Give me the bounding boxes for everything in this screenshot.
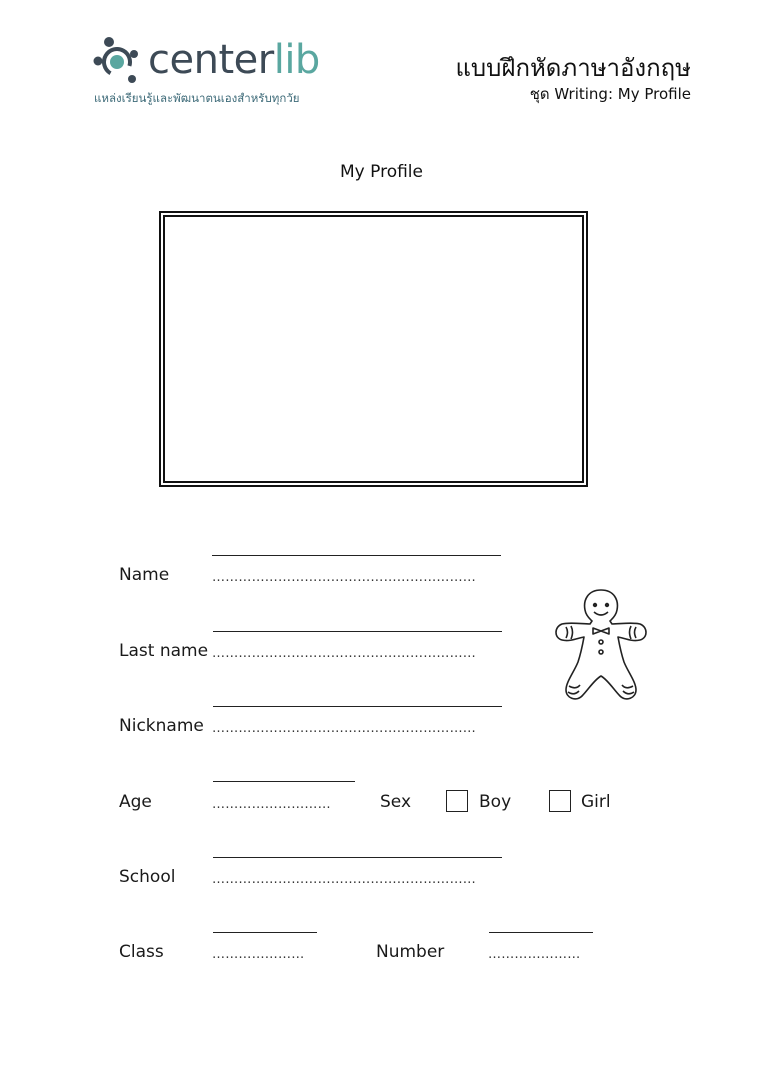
photo-frame (159, 211, 588, 487)
number-dotted-line: ………………… (488, 947, 581, 962)
age-label: Age (119, 792, 152, 812)
lastname-label: Last name (119, 641, 209, 661)
centerlib-logo-icon (92, 34, 146, 88)
boy-checkbox[interactable] (446, 790, 468, 812)
sex-label: Sex (380, 792, 412, 812)
lastname-dotted-line: …………………………………………………… (212, 646, 476, 661)
girl-checkbox[interactable] (549, 790, 571, 812)
worksheet-title: แบบฝึกหัดภาษาอังกฤษ (455, 54, 691, 82)
school-writing-line (213, 857, 502, 858)
school-dotted-line: …………………………………………………… (212, 872, 476, 887)
nickname-label: Nickname (119, 716, 204, 736)
age-writing-line (213, 781, 355, 782)
class-dotted-line: ………………… (212, 947, 305, 962)
logo-tagline: แหล่งเรียนรู้และพัฒนาตนเองสำหรับทุกวัย (94, 91, 300, 105)
nickname-writing-line (213, 706, 502, 707)
name-dotted-line: …………………………………………………… (212, 570, 476, 585)
worksheet-subtitle: ชุด Writing: My Profile (529, 85, 691, 103)
gingerbread-man-icon (552, 586, 650, 706)
class-label: Class (119, 942, 164, 962)
lastname-writing-line (213, 631, 502, 632)
nickname-dotted-line: …………………………………………………… (212, 721, 476, 736)
class-writing-line (213, 932, 317, 933)
number-writing-line (489, 932, 593, 933)
logo-wordmark-part2: lib (273, 37, 320, 83)
boy-label: Boy (479, 792, 512, 812)
name-label: Name (119, 565, 170, 585)
girl-label: Girl (581, 792, 611, 812)
page-title: My Profile (340, 162, 423, 182)
number-label: Number (376, 942, 445, 962)
school-label: School (119, 867, 176, 887)
logo-wordmark-part1: center (148, 37, 274, 83)
age-dotted-line: ……………………… (212, 797, 331, 812)
name-writing-line (212, 555, 501, 556)
logo-wordmark (148, 34, 320, 86)
